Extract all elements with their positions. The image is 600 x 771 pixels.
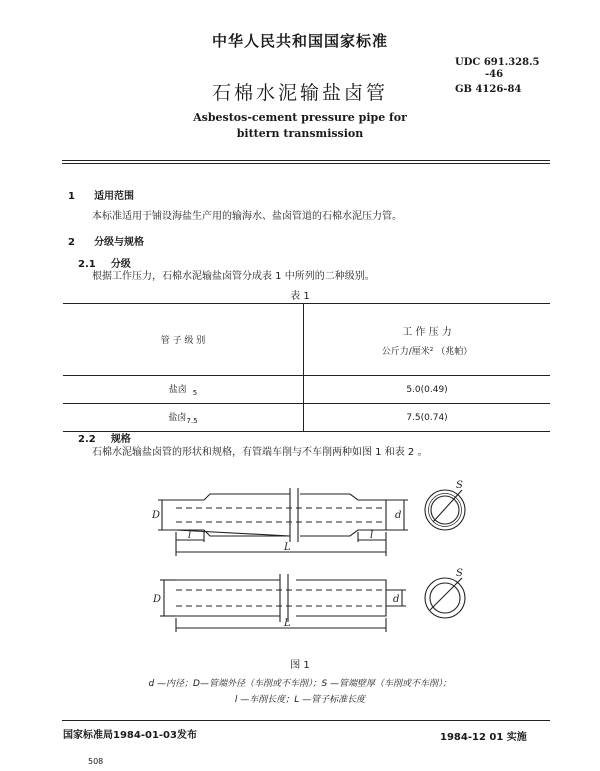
footer-effective: 1984-12 01 实施 [440,732,527,743]
grade-subscript: 7.5 [186,416,198,425]
udc-line2: -46 [485,69,504,80]
page-number: 508 [88,757,104,766]
section-2-title: 分级与规格 [94,237,145,248]
table-header-grade: 管 子 级 别 [63,304,304,376]
section-2-2-number: 2.2 [78,434,96,445]
pressure-header-line2: 公斤力/厘米² （兆帕） [381,346,473,357]
grade-subscript: 5 [192,388,198,397]
grade-label: 盐卤 [168,413,187,424]
gb-code: GB 4126-84 [455,84,522,95]
label-S-top: S [456,480,463,491]
footer-issued: 国家标准局1984-01-03发布 [63,730,197,741]
standard-org-title: 中华人民共和国国家标准 [211,32,388,50]
figure-legend-line1: d —内径；D—管端外径（车削或不车削）；S —管端壁厚（车削或不车削）； [148,679,452,689]
label-l-right: l [370,530,374,541]
udc-line1: UDC 691.328.5 [455,57,540,68]
table-row [63,376,550,404]
label-L-top: L [284,542,291,553]
figure-legend-line2: l —车削长度；L —管子标准长度 [234,695,366,705]
section-1-number: 1 [68,191,75,202]
section-2-1-body: 根据工作压力，石棉水泥输盐卤管分成表 1 中所列的二种级别。 [92,271,375,282]
table-header-row [63,304,550,376]
section-1-heading [68,184,134,203]
end-view-bottom-inner [430,583,460,613]
section-2-2-body: 石棉水泥输盐卤管的形状和规格，有管端车削与不车削两种如图 1 和表 2 。 [92,447,428,458]
section-2-1-number: 2.1 [78,259,96,270]
header-divider [62,160,550,161]
section-2-1-title: 分级 [110,259,131,270]
label-D-top: D [152,510,161,521]
table-cell-pressure: 7.5(0.74) [304,404,551,432]
end-view-bottom-outer [425,578,465,618]
table-cell-pressure: 5.0(0.49) [304,376,551,404]
grade-label: 盐卤 [168,385,187,396]
pressure-header-line1: 工 作 压 力 [402,326,452,338]
pipe-top-outline [176,494,386,536]
section-2-number: 2 [68,237,75,248]
header-divider-2 [62,163,550,164]
label-L-bottom: L [284,618,291,629]
footer-divider [62,720,550,721]
label-d-top: d [395,510,402,521]
label-l-left: l [188,530,192,541]
label-d-bottom: d [393,594,400,605]
section-1-title: 适用范围 [94,191,135,202]
label-S-bottom: S [456,568,463,579]
table-header-pressure [304,304,551,376]
label-D-bottom: D [153,594,162,605]
table-1 [63,303,550,432]
title-english [0,110,600,142]
table-row [63,404,550,432]
title-english-line1: Asbestos-cement pressure pipe for [193,111,407,124]
section-1-body: 本标准适用于铺设海盐生产用的输海水、盐卤管道的石棉水泥压力管。 [92,211,402,222]
figure-1-drawing [140,470,480,640]
title-english-line2: bittern transmission [236,127,364,140]
section-2-2-title: 规格 [110,434,131,445]
figure-1-caption: 图 1 [290,660,310,671]
pipe-bottom-outline [176,580,386,616]
table-1-caption: 表 1 [290,291,310,302]
table-cell-grade [63,376,304,404]
title-chinese: 石棉水泥输盐卤管 [211,82,388,104]
section-2-heading [68,230,144,249]
